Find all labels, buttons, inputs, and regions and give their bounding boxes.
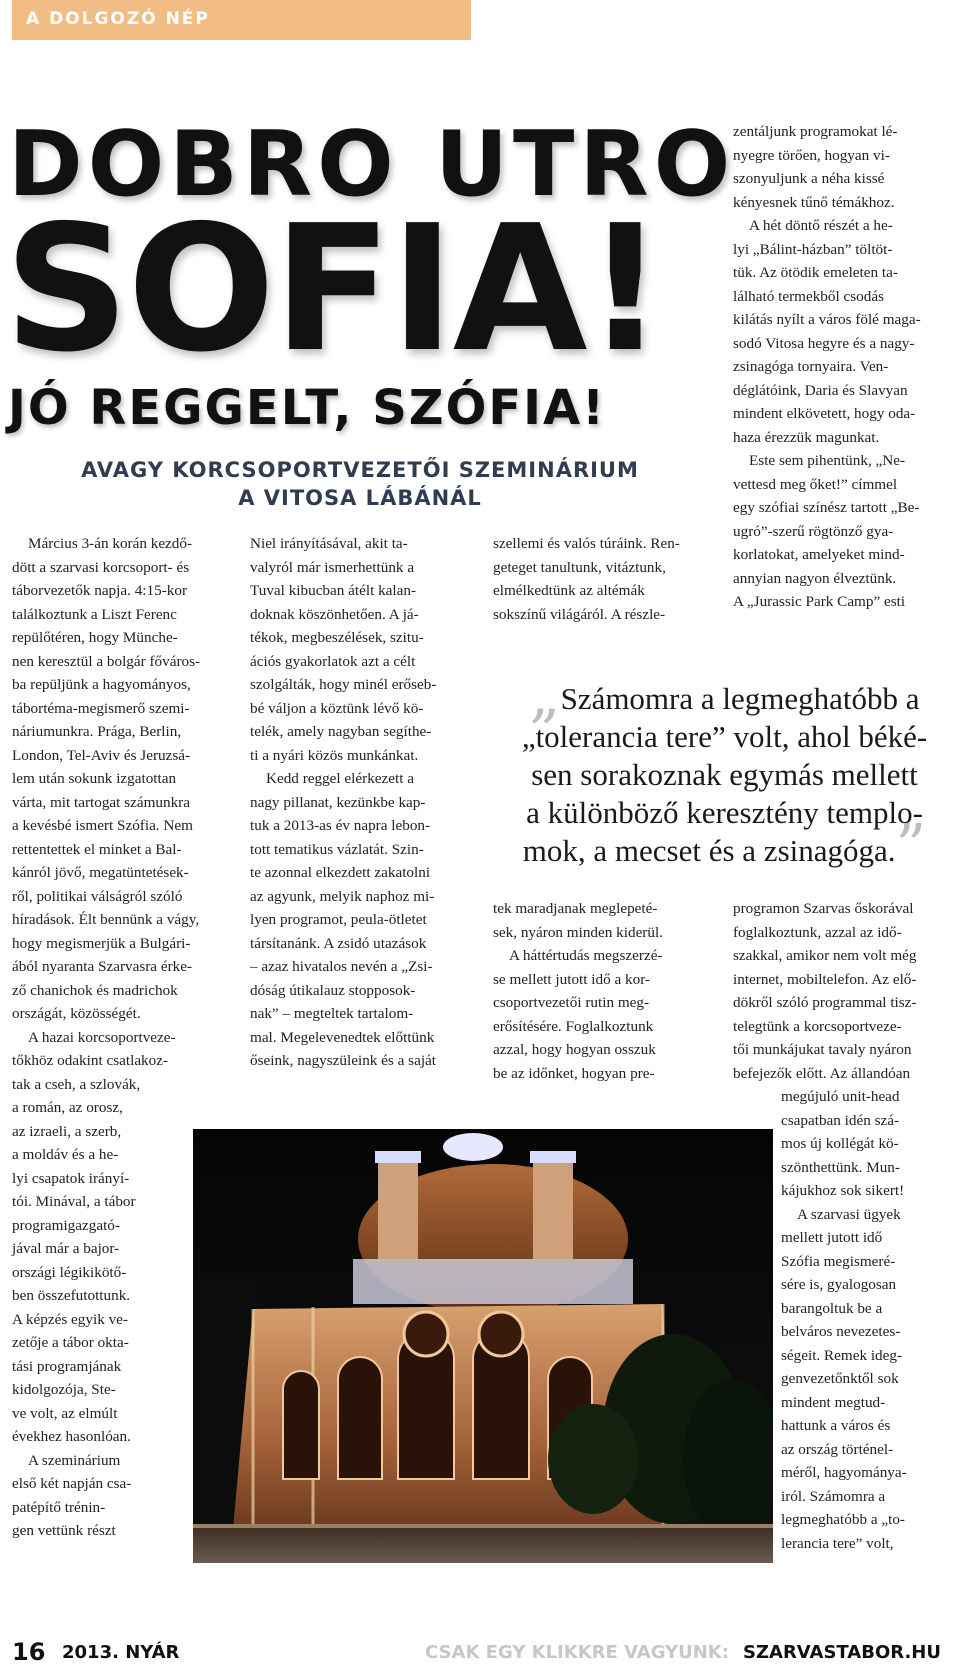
subtitle (60, 456, 660, 512)
text-line: megújuló unit-head (781, 1088, 900, 1105)
text-line: híradások. Élt bennünk a vágy, (12, 911, 200, 928)
text-line: ben összefutottunk. (12, 1287, 131, 1304)
text-line: lem után sokunk izgatottan (12, 770, 177, 787)
text-line: nagy pillanat, kezünkbe kap- (250, 793, 426, 811)
text-line: patépítő trénin- (12, 1498, 106, 1516)
quote-line: sen sorakoznak egymás mellett (531, 757, 918, 792)
article-column-4-top (733, 120, 921, 614)
text-line: sek, nyáron minden kiderül. (493, 923, 663, 941)
text-line: mellett jutott idő (781, 1229, 883, 1246)
text-line: valyról már ismerhettünk a (250, 558, 415, 576)
text-line: a román, az orosz, (12, 1099, 123, 1116)
text-line: a kevésbé ismert Szófia. Nem (12, 817, 193, 834)
text-line: méről, hagyománya- (781, 1464, 907, 1481)
text-line: kényesnek tűnő témákhoz. (733, 193, 895, 211)
text-line: Niel irányításával, akit ta- (250, 535, 408, 552)
text-line: A hét döntő részét a he- (749, 217, 893, 234)
text-line: iról. Számomra a (781, 1487, 886, 1505)
text-line: Március 3-án korán kezdő- (28, 535, 193, 552)
text-line: náriumunkra. Prága, Berlin, (12, 723, 182, 740)
text-line: szonyuljunk a néha kissé (733, 170, 885, 187)
synagogue-night-photo (193, 1129, 773, 1563)
text-line: találkoztunk a Liszt Ferenc (12, 605, 177, 623)
text-line: rettentettek el minket a Bal- (12, 840, 182, 858)
page-number: 16 (12, 1638, 46, 1666)
article-column-2 (250, 532, 436, 1073)
text-line: London, Tel-Aviv és Jeruzsá- (12, 746, 191, 764)
text-line: kilátás nyílt a város fölé maga- (733, 311, 921, 328)
text-line: lyi csapatok irányí- (12, 1169, 130, 1187)
text-line: tak a cseh, a szlovák, (12, 1075, 141, 1093)
text-line: kánról jövő, megatüntetések- (12, 864, 189, 881)
text-line: nak” – megteltek tartalom- (250, 1005, 414, 1022)
text-line: ából nyaranta Szarvasra érke- (12, 958, 193, 975)
text-line: haza érezzük magunkat. (733, 428, 880, 446)
text-line: nen keresztül a bolgár főváros- (12, 652, 201, 670)
headline-line2: SOFIA! (4, 188, 663, 391)
text-line: annyian nagyon élveztünk. (733, 569, 897, 587)
text-line: bé váljon a köztünk lévő kö- (250, 699, 424, 717)
text-line: korlatokat, amelyeket mind- (733, 546, 905, 563)
text-line: gen vettünk részt (12, 1522, 116, 1539)
text-line: ve volt, az elmúlt (12, 1404, 118, 1422)
text-line: hogy megismerjük a Bulgári- (12, 934, 191, 952)
text-line: lerancia tere” volt, (781, 1534, 894, 1552)
section-header-tab (12, 0, 471, 40)
text-line: lálható termekből csodás (733, 287, 884, 305)
text-line: az ország történel- (781, 1440, 894, 1458)
text-line: te azonnal elkezdett zakatolni (250, 864, 431, 881)
text-line: tói. Minával, a tábor (12, 1193, 136, 1210)
article-column-3-bottom (493, 897, 663, 1085)
text-line: kájukhoz sok sikert! (781, 1182, 905, 1199)
text-line: ti a nyári közös munkánkat. (250, 746, 419, 764)
text-line: szakkal, amikor nem volt még (733, 947, 917, 964)
text-line: befejezők előtt. Az állandóan (733, 1064, 911, 1082)
text-line: doknak köszönhetően. A já- (250, 605, 419, 623)
text-line: tük. Az ötödik emeleten ta- (733, 264, 898, 281)
quote-line: a különböző keresztény templo- (526, 795, 923, 830)
text-line: országi légikikötő- (12, 1263, 127, 1281)
text-line: ző chanichok és madrichok (12, 981, 178, 999)
text-line: A szeminárium (28, 1451, 121, 1469)
text-line: lyi „Bálint-házban” töltöt- (733, 240, 893, 258)
quote-line: „tolerancia tere” volt, ahol béké- (521, 719, 928, 754)
text-line: lyen programot, peula-ötletet (250, 911, 427, 928)
text-line: elmélkedtünk az altémák (493, 582, 645, 599)
text-line: a moldáv és a he- (12, 1146, 119, 1163)
text-line: tékok, megbeszélések, szitu- (250, 629, 424, 646)
quote-close-mark: ” (895, 812, 927, 882)
text-line: sére is, gyalogosan (781, 1276, 897, 1293)
quote-line: Számomra a legmeghatóbb a (560, 681, 920, 716)
text-line: egy szófiai színész tartott „Be- (733, 499, 920, 516)
text-line: országát, közösségét. (12, 1005, 141, 1022)
text-line: szellemi és valós túráink. Ren- (493, 535, 680, 552)
text-line: foglalkoztunk, azzal az idő- (733, 923, 902, 941)
text-line: évekhez hasonlóan. (12, 1428, 131, 1445)
text-line: barangoltuk be a (781, 1299, 883, 1317)
text-line: tábortéma-megismerő szemi- (12, 699, 190, 717)
text-line: ba repüljünk a hagyományos, (12, 676, 191, 693)
text-line: jával már a bajor- (12, 1240, 120, 1257)
text-line: se mellett jutott idő a kor- (493, 970, 651, 988)
subtitle-line2: A VITOSA LÁBÁNÁL (238, 486, 482, 510)
text-line: ációs gyakorlatok azt a célt (250, 652, 416, 670)
text-line: Tuval kibucban átélt kalan- (250, 582, 417, 599)
text-line: hattunk a város és (781, 1417, 891, 1434)
text-line: internet, mobiltelefon. Az elő- (733, 970, 917, 988)
text-line: azzal, hogy hogyan osszuk (493, 1041, 656, 1058)
text-line: genvezetőnktől sok (781, 1370, 899, 1387)
text-line: Szófia megismeré- (781, 1252, 896, 1270)
text-line: őseink, nagyszüleink és a saját (250, 1052, 436, 1069)
text-line: tott tematikus vázlatát. Szin- (250, 840, 424, 858)
text-line: ugró”-szerű rögtönző gya- (733, 522, 894, 540)
text-line: kidolgozója, Ste- (12, 1381, 116, 1398)
article-column-3-top (493, 532, 680, 626)
text-line: mindent elkövetett, hogy oda- (733, 405, 916, 422)
text-line: szönthettünk. Mun- (781, 1158, 900, 1176)
text-line: várta, mit tartogat számunkra (12, 793, 190, 811)
text-line: mal. Megelevenedtek előttünk (250, 1028, 435, 1046)
text-line: legmeghatóbb a „to- (781, 1511, 905, 1528)
text-line: – azaz hivatalos nevén a „Zsi- (250, 958, 433, 975)
text-line: csapatban idén szá- (781, 1111, 900, 1129)
text-line: telék, amely nagyban segíthe- (250, 723, 432, 740)
text-line: sodó Vitosa hegyre és a nagy- (733, 334, 915, 352)
headline-line3: JÓ REGGELT, SZÓFIA! (8, 380, 607, 436)
section-label: A DOLGOZÓ NÉP (26, 9, 210, 29)
text-line: táborvezetők napja. 4:15-kor (12, 582, 188, 599)
text-line: az izraeli, a szerb, (12, 1122, 122, 1140)
text-line: repülőtéren, hogy Münche- (12, 629, 178, 646)
text-line: csoportvezetői rutin meg- (493, 994, 650, 1011)
text-line: zsinagóga tornyaira. Ven- (733, 358, 889, 375)
subtitle-line1: AVAGY KORCSOPORTVEZETŐI SZEMINÁRIUM (81, 458, 639, 482)
text-line: programon Szarvas őskorával (733, 900, 914, 917)
text-line: ről, politikai válságról szóló (12, 887, 183, 905)
text-line: dóság útikalauz stopposok- (250, 981, 416, 999)
issue-season: 2013. NYÁR (62, 1642, 180, 1663)
footer-cta: CSAK EGY KLIKKRE VAGYUNK: (425, 1642, 729, 1663)
text-line: Este sem pihentünk, „Ne- (749, 452, 906, 469)
text-line: dökről szóló programmal tisz- (733, 994, 917, 1011)
text-line: Kedd reggel elérkezett a (266, 770, 414, 787)
text-line: tőkhöz odakint csatlakoz- (12, 1052, 169, 1069)
text-line: déglátóink, Daria és Slavyan (733, 381, 908, 399)
text-line: tuk a 2013-as év napra lebon- (250, 817, 431, 834)
text-line: belváros nevezetes- (781, 1323, 901, 1340)
quote-line: mok, a mecset és a zsinagóga. (522, 833, 896, 868)
text-line: ségeit. Remek ideg- (781, 1346, 903, 1364)
quote-open-mark: „ (529, 660, 561, 730)
text-line: tási programjának (12, 1357, 122, 1375)
text-line: zetője a tábor okta- (12, 1334, 129, 1351)
text-line: A hazai korcsoportveze- (28, 1028, 176, 1046)
text-line: dött a szarvasi korcsoport- és (12, 558, 190, 576)
text-line: mos új kollégát kö- (781, 1135, 899, 1152)
text-line: A háttértudás megszerzé- (509, 947, 663, 964)
text-line: erősítésére. Foglalkoztunk (493, 1017, 654, 1035)
text-line: zentáljunk programokat lé- (733, 123, 898, 140)
text-line: telegtünk a korcsoportveze- (733, 1017, 902, 1035)
text-line: az agyunk, melyik naphoz mi- (250, 887, 435, 905)
text-line: első két napján csa- (12, 1475, 132, 1492)
text-line: A képzés egyik ve- (12, 1310, 128, 1328)
text-line: nyegre törően, hogyan vi- (733, 146, 890, 164)
text-line: vettesd meg őket!” címmel (733, 475, 898, 493)
text-line: mindent megtud- (781, 1393, 886, 1411)
text-line: A „Jurassic Park Camp” esti (733, 593, 906, 610)
text-line: geteget tanultunk, vitáztunk, (493, 558, 666, 576)
headline-line1: DOBRO UTRO (8, 112, 736, 217)
pull-quote (502, 660, 947, 882)
website-link[interactable]: SZARVASTABOR.HU (743, 1642, 941, 1663)
text-line: programigazgató- (12, 1216, 120, 1234)
article-column-1 (12, 532, 200, 1543)
text-line: A szarvasi ügyek (797, 1205, 901, 1223)
text-line: tői munkájukat tavaly nyáron (733, 1041, 912, 1058)
text-line: sokszínű világáról. A részle- (493, 605, 666, 623)
text-line: társítanánk. A zsidó utazások (250, 934, 427, 952)
text-line: tek maradjanak meglepeté- (493, 900, 658, 917)
text-line: be az időnket, hogyan pre- (493, 1064, 655, 1082)
text-line: szolgálták, hogy minél erőseb- (250, 676, 437, 693)
